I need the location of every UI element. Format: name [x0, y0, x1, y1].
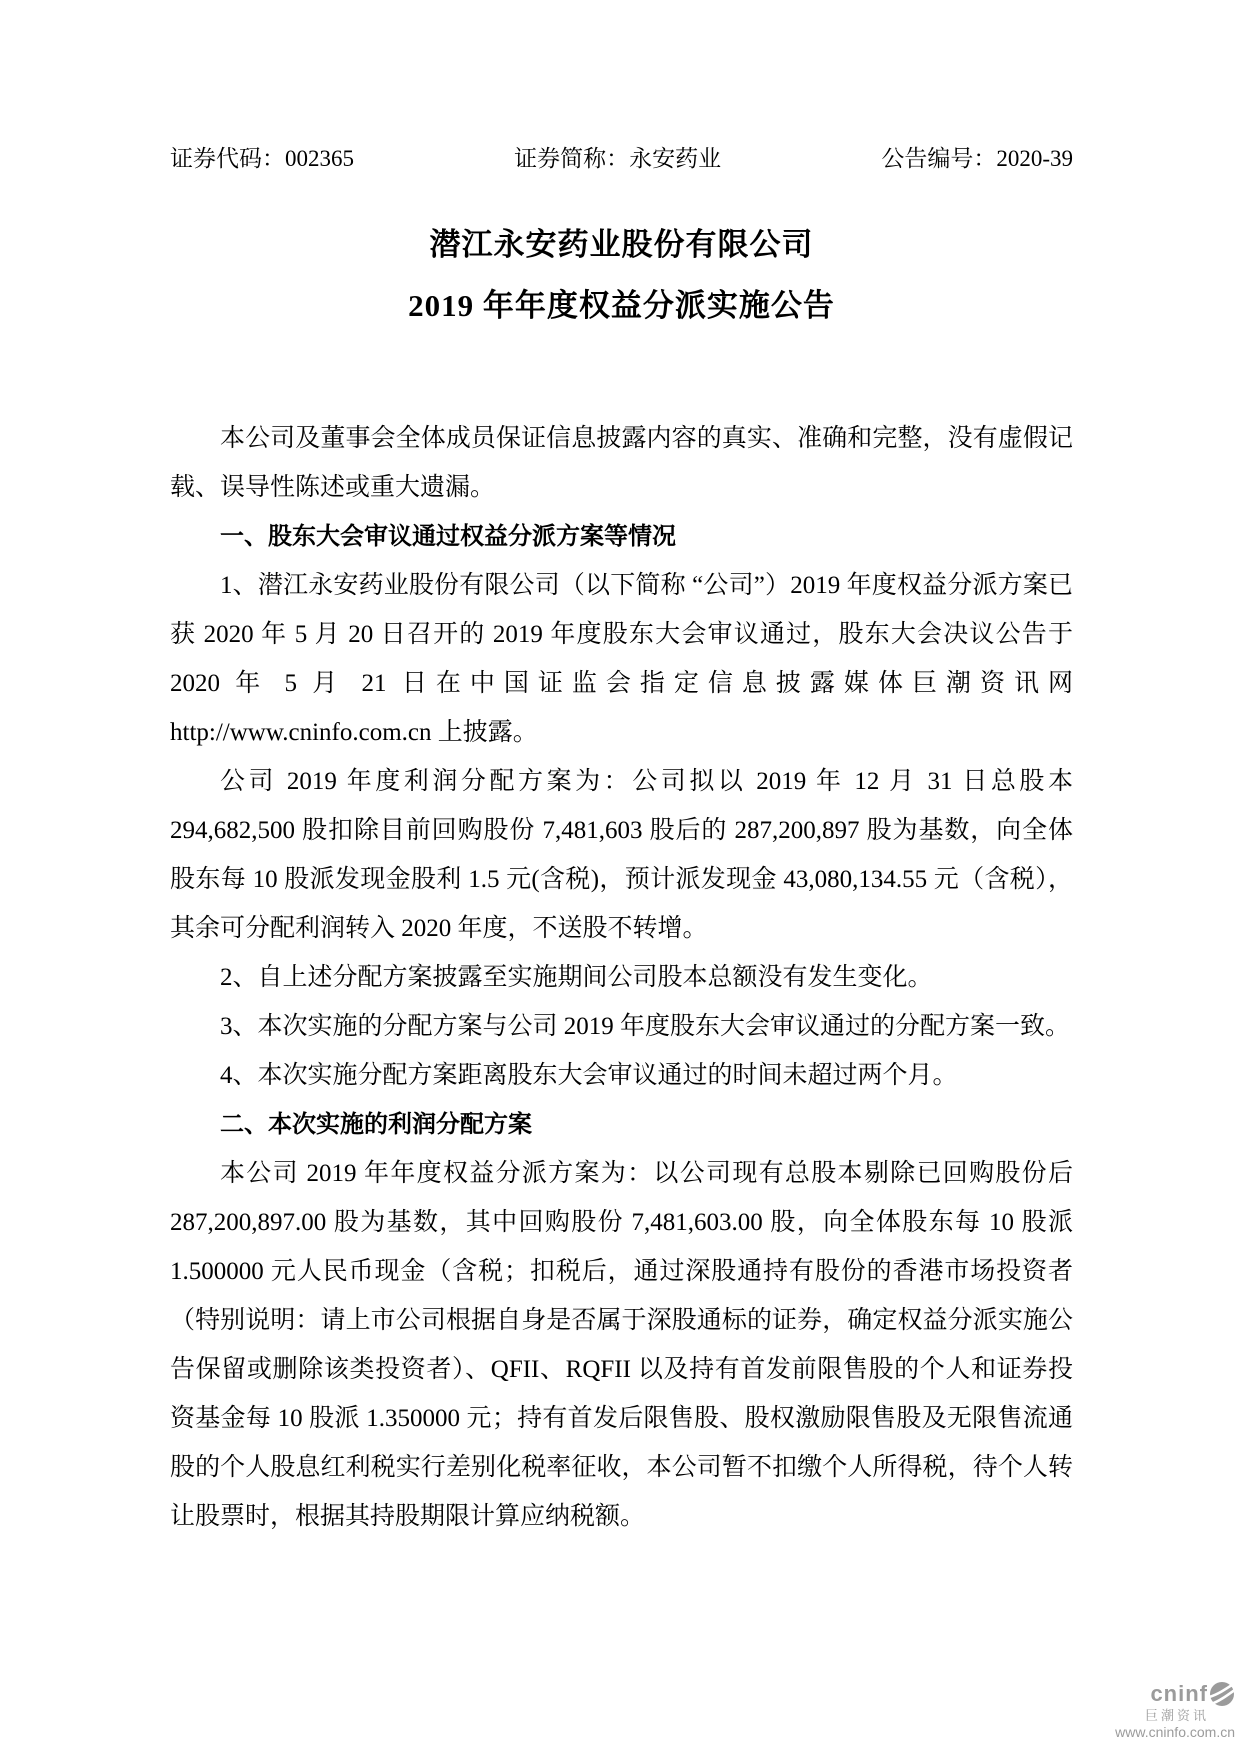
section-1-paragraph-1: 1、潜江永安药业股份有限公司（以下简称 “公司”）2019 年度权益分派方案已获 2020 年 5 月 20 日召开的 2019 年度股东大会审议通过，股东大会决议公告于 2020 年 5 月 21 日在中国证监会指定信息披露媒体巨潮资讯网 http://www.cninfo.com.cn 上披露。 [170, 572, 1073, 746]
document-header [170, 140, 1073, 173]
section-1-paragraph-5: 4、本次实施分配方案距离股东大会审议通过的时间未超过两个月。 [220, 1062, 958, 1089]
section-1-heading: 一、股东大会审议通过权益分派方案等情况 [220, 523, 676, 550]
company-name-title: 潜江永安药业股份有限公司 [429, 227, 814, 262]
cninfo-globe-icon [1209, 1681, 1235, 1707]
section-2-paragraph-1: 本公司 2019 年年度权益分派方案为：以公司现有总股本剔除已回购股份后 287,200,897.00 股为基数，其中回购股份 7,481,603.00 股，向全体股东每 10 股派 1.500000 元人民币现金（含税；扣税后，通过深股通持有股份的香港市场投资者（特别说明：请上市公司根据自身是否属于深股通标的证券，确定权益分派实施公告保留或删除该类投资者）、QFII、RQFII 以及持有首发前限售股的个人和证券投资基金每 10 股派 1.350000 元；持有首发后限售股、股权激励限售股及无限售流通股的个人股息红利税实行差别化税率征收，本公司暂不扣缴个人所得税，待个人转让股票时，根据其持股期限计算应纳税额。 [170, 1160, 1073, 1530]
cninfo-logo-text: cninf [1150, 1681, 1208, 1706]
cninfo-logo-row [1115, 1681, 1235, 1707]
cninfo-url: www.cninfo.com.cn [1115, 1724, 1235, 1740]
announcement-number: 公告编号：2020-39 [881, 146, 1073, 171]
document-body [170, 414, 1073, 1541]
announcement-title: 2019 年年度权益分派实施公告 [408, 288, 835, 323]
section-1-paragraph-2: 公司 2019 年度利润分配方案为：公司拟以 2019 年 12 月 31 日总股本 294,682,500 股扣除目前回购股份 7,481,603 股后的 287,200,897 股为基数，向全体股东每 10 股派发现金股利 1.5 元(含税)，预计派发现金 43,080,134.55 元（含税），其余可分配利润转入 2020 年度，不送股不转增。 [170, 768, 1073, 942]
section-1-paragraph-4: 3、本次实施的分配方案与公司 2019 年度股东大会审议通过的分配方案一致。 [220, 1013, 1071, 1040]
section-2-heading: 二、本次实施的利润分配方案 [220, 1111, 532, 1138]
stock-code: 证券代码：002365 [170, 146, 354, 171]
cninfo-watermark [1115, 1681, 1235, 1739]
declaration-paragraph: 本公司及董事会全体成员保证信息披露内容的真实、准确和完整，没有虚假记载、误导性陈述或重大遗漏。 [170, 425, 1073, 501]
stock-short-name: 证券简称：永安药业 [514, 146, 722, 171]
title-block [170, 226, 1073, 325]
section-1-paragraph-3: 2、自上述分配方案披露至实施期间公司股本总额没有发生变化。 [220, 964, 933, 991]
cninfo-brand-chinese: 巨潮资讯 [1144, 1708, 1209, 1723]
